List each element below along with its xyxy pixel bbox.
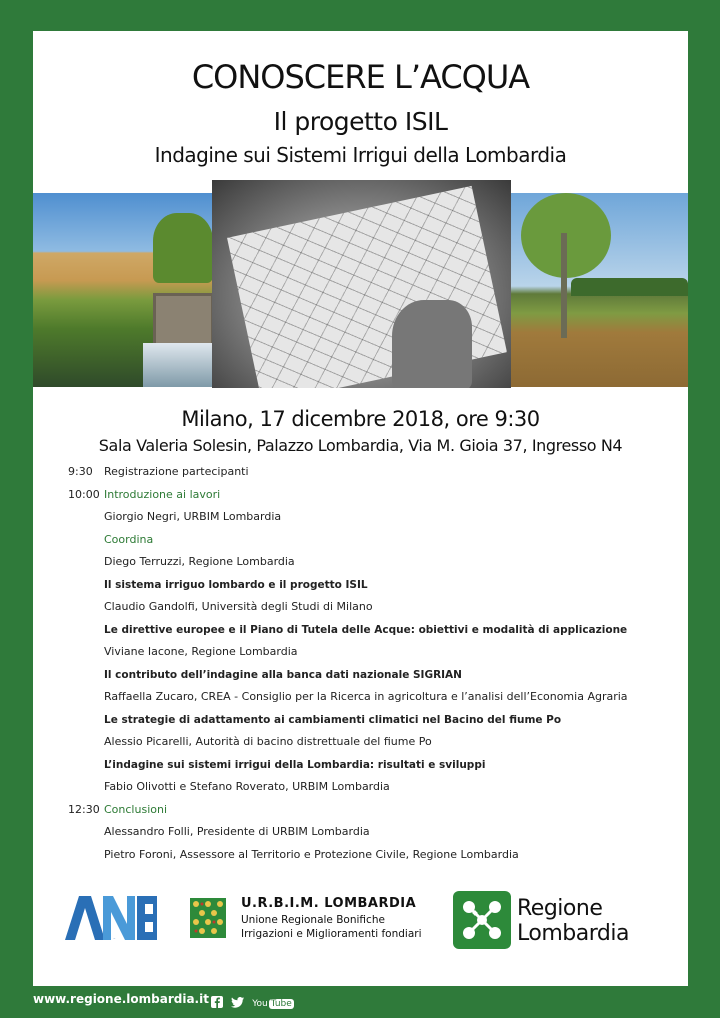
program-row: [68, 577, 678, 600]
program-row: [68, 464, 678, 487]
urbim-subtitle-line1: Unione Regionale Bonifiche: [241, 914, 385, 926]
program-time: 12:30: [68, 802, 100, 816]
program-row: [68, 554, 678, 577]
program-text: Introduzione ai lavori: [104, 487, 221, 501]
flyer-sheet: [33, 31, 688, 986]
program-row: [68, 734, 678, 757]
program-text: Alessio Picarelli, Autorità di bacino distrettuale del fiume Po: [104, 735, 432, 748]
project-description: Indagine sui Sistemi Irrigui della Lombardia: [154, 143, 567, 167]
program-row: [68, 689, 678, 712]
program-row: [68, 712, 678, 735]
project-subtitle: Il progetto ISIL: [273, 107, 448, 136]
program-text: Claudio Gandolfi, Università degli Studi di Milano: [104, 600, 373, 613]
urbim-title: U.R.B.I.M. LOMBARDIA: [241, 896, 417, 911]
program-text: Le strategie di adattamento ai cambiamenti climatici nel Bacino del fiume Po: [104, 713, 562, 726]
youtube-icon[interactable]: You Tube: [252, 998, 292, 1009]
twitter-icon[interactable]: [231, 997, 244, 1011]
program-row: [68, 644, 678, 667]
photo-strip: [33, 180, 688, 388]
program-text: Diego Terruzzi, Regione Lombardia: [104, 555, 295, 568]
regione-lombardia-logo-mark: [453, 891, 511, 949]
program-text: Raffaella Zucaro, CREA - Consiglio per la Ricerca in agricoltura e l’analisi dell’Economia Agraria: [104, 690, 628, 703]
event-venue: Sala Valeria Solesin, Palazzo Lombardia, Via M. Gioia 37, Ingresso N4: [98, 436, 623, 455]
program-row: [68, 599, 678, 622]
program-text: Viviane Iacone, Regione Lombardia: [104, 645, 298, 658]
program-row: [68, 757, 678, 780]
regione-label: Regione: [517, 896, 603, 921]
program-time: 10:00: [68, 487, 100, 501]
program-text: Il sistema irriguo lombardo e il progetto ISIL: [104, 578, 368, 591]
program-row: [68, 779, 678, 802]
program-text: Le direttive europee e il Piano di Tutela delle Acque: obiettivi e modalità di applicazione: [104, 623, 628, 636]
program-text: L’indagine sui sistemi irrigui della Lombardia: risultati e sviluppi: [104, 758, 486, 771]
program-list: [68, 464, 678, 869]
page-title: CONOSCERE L’ACQUA: [191, 58, 530, 96]
program-row: [68, 824, 678, 847]
program-text: Coordina: [104, 532, 154, 546]
program-text: Fabio Olivotti e Stefano Roverato, URBIM Lombardia: [104, 780, 390, 793]
svg-text:ANBI: ANBI: [113, 939, 116, 940]
social-icons: [211, 993, 294, 1007]
program-row: [68, 802, 678, 825]
program-text: Giorgio Negri, URBIM Lombardia: [104, 510, 282, 523]
irrigation-canal-photo: [33, 193, 212, 387]
map-drawing-photo: [212, 180, 511, 388]
program-row: [68, 622, 678, 645]
program-row: [68, 487, 678, 510]
rosa-camuna-icon: [453, 891, 511, 949]
program-time: 9:30: [68, 465, 93, 478]
program-text: Alessandro Folli, Presidente di URBIM Lombardia: [104, 825, 370, 838]
program-row: [68, 667, 678, 690]
facebook-icon[interactable]: [211, 996, 223, 1011]
website-link[interactable]: www.regione.lombardia.it: [33, 992, 209, 1006]
countryside-photo: [511, 193, 688, 387]
event-date: Milano, 17 dicembre 2018, ore 9:30: [181, 407, 540, 431]
program-row: [68, 509, 678, 532]
urbim-subtitle-line2: Irrigazioni e Miglioramenti fondiari: [241, 928, 422, 940]
program-row: [68, 532, 678, 555]
logo-bar: [33, 886, 688, 956]
lombardia-label: Lombardia: [517, 921, 629, 946]
program-text: Registrazione partecipanti: [104, 465, 249, 478]
program-row: [68, 847, 678, 870]
program-text: Il contributo dell’indagine alla banca dati nazionale SIGRIAN: [104, 668, 462, 681]
anbi-logo: [65, 896, 161, 940]
urbim-logo-mark: [190, 898, 226, 938]
program-text: Pietro Foroni, Assessore al Territorio e Protezione Civile, Regione Lombardia: [104, 847, 519, 861]
program-text: Conclusioni: [104, 802, 168, 816]
